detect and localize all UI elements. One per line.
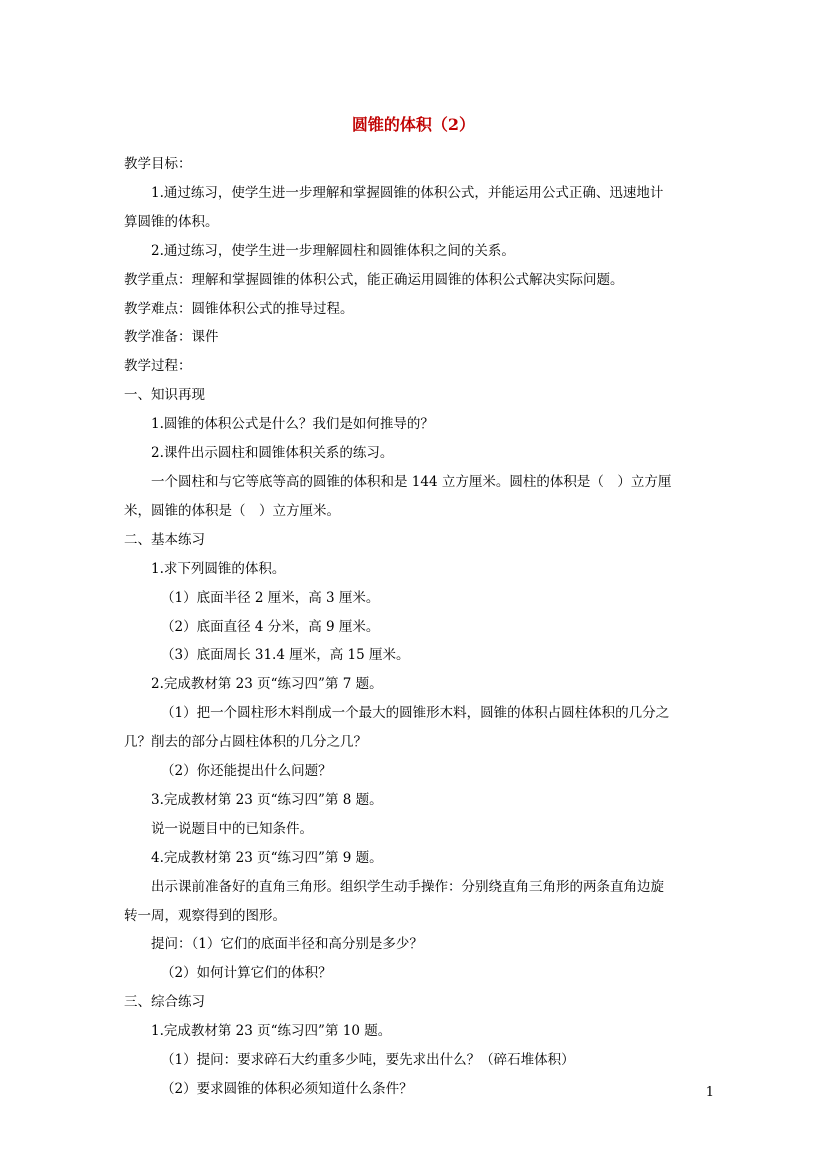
text-line: （2）底面直径 4 分米，高 9 厘米。 bbox=[161, 618, 380, 635]
text-line: 算圆锥的体积。 bbox=[124, 213, 219, 230]
text-line: 教学准备：课件 bbox=[124, 329, 219, 346]
section-heading: 二、基本练习 bbox=[124, 531, 205, 548]
text-line: （1）把一个圆柱形木料削成一个最大的圆锥形木料，圆锥的体积占圆柱体积的几分之 bbox=[161, 705, 670, 722]
text-line: 出示课前准备好的直角三角形。组织学生动手操作：分别绕直角三角形的两条直角边旋 bbox=[151, 878, 664, 895]
page-number: 1 bbox=[705, 1085, 714, 1100]
text-line: 2.完成教材第 23 页“练习四”第 7 题。 bbox=[151, 676, 383, 693]
text-line: 3.完成教材第 23 页“练习四”第 8 题。 bbox=[151, 791, 383, 808]
text-line: 2.通过练习，使学生进一步理解圆柱和圆锥体积之间的关系。 bbox=[151, 242, 515, 259]
text-line: 教学重点：理解和掌握圆锥的体积公式，能正确运用圆锥的体积公式解决实际问题。 bbox=[124, 271, 624, 288]
text-line: 1.求下列圆锥的体积。 bbox=[151, 560, 286, 577]
section-heading: 一、知识再现 bbox=[124, 387, 205, 404]
text-line: 说一说题目中的已知条件。 bbox=[151, 820, 313, 837]
text-line: （2）如何计算它们的体积？ bbox=[161, 965, 332, 982]
text-line: 1.通过练习，使学生进一步理解和掌握圆锥的体积公式，并能运用公式正确、迅速地计 bbox=[151, 184, 664, 201]
text-line: 提问：（1）它们的底面半径和高分别是多少？ bbox=[151, 936, 423, 953]
text-line: （3）底面周长 31.4 厘米，高 15 厘米。 bbox=[161, 647, 410, 664]
text-line: （1）底面半径 2 厘米，高 3 厘米。 bbox=[161, 589, 380, 606]
text-line: 教学过程： bbox=[124, 358, 192, 375]
text-line: 4.完成教材第 23 页“练习四”第 9 题。 bbox=[151, 849, 383, 866]
document-title: 圆锥的体积（2） bbox=[351, 115, 476, 134]
text-line: （2）你还能提出什么问题？ bbox=[161, 763, 332, 780]
text-line: （1）提问：要求碎石大约重多少吨，要先求出什么？（碎石堆体积） bbox=[161, 1052, 575, 1069]
section-heading: 三、综合练习 bbox=[124, 994, 205, 1011]
text-line: 1.圆锥的体积公式是什么？我们是如何推导的？ bbox=[151, 416, 434, 433]
text-line: 转一周，观察得到的图形。 bbox=[124, 907, 286, 924]
text-line: 一个圆柱和与它等底等高的圆锥的体积和是 144 立方厘米。圆柱的体积是（ ）立方厘 bbox=[151, 473, 672, 490]
text-line: （2）要求圆锥的体积必须知道什么条件？ bbox=[161, 1081, 413, 1097]
text-line: 米，圆锥的体积是（ ）立方厘米。 bbox=[124, 502, 340, 519]
text-line: 教学难点：圆锥体积公式的推导过程。 bbox=[124, 300, 354, 317]
text-line: 教学目标： bbox=[124, 156, 192, 172]
text-line: 1.完成教材第 23 页“练习四”第 10 题。 bbox=[151, 1023, 392, 1040]
text-line: 几？削去的部分占圆柱体积的几分之几？ bbox=[124, 734, 367, 751]
document-body bbox=[124, 150, 714, 1104]
text-line: 2.课件出示圆柱和圆锥体积关系的练习。 bbox=[151, 445, 394, 462]
